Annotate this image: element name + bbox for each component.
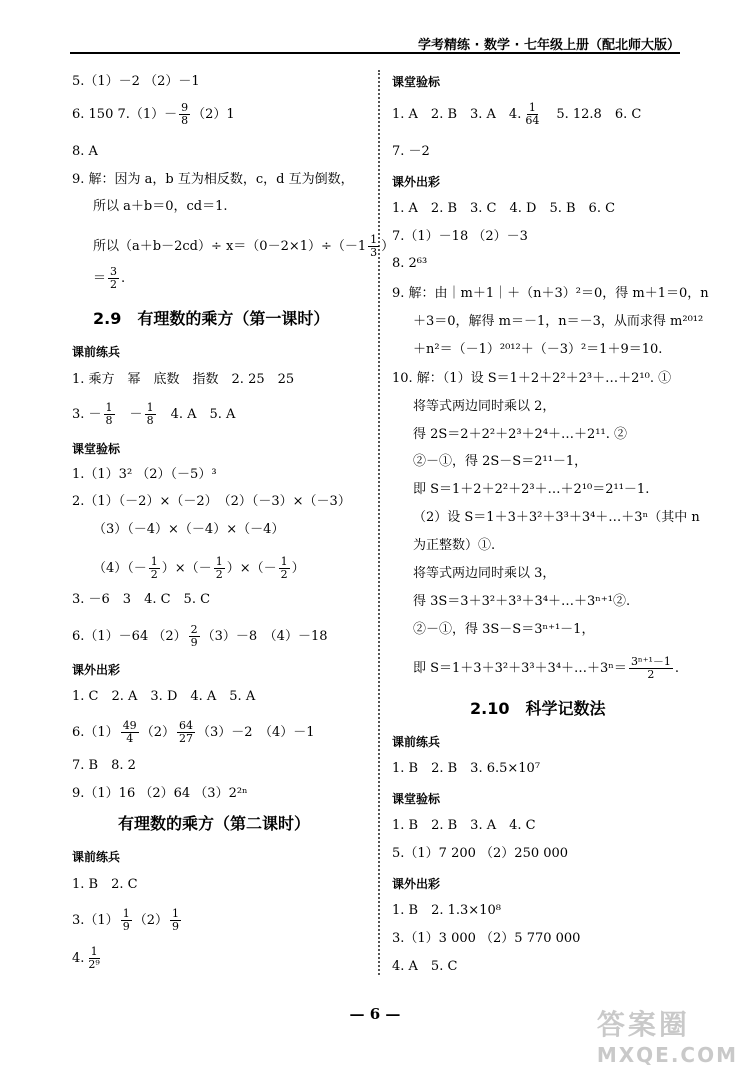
answer-line: ＋3＝0，解得 m＝－1，n＝－3，从而求得 m²⁰¹² — [413, 314, 704, 329]
answer-line: 6.（1）－64 （2） $\frac{2}{9}$ （3）－8 （4）－18 — [72, 623, 328, 649]
section-label: 课堂验标 — [72, 442, 121, 456]
answer-line: ②－①，得 3S－S＝3ⁿ⁺¹－1， — [413, 622, 595, 637]
answer-line: 4. A 5. C — [392, 959, 458, 974]
fraction: $\frac{1}{2}$ — [280, 555, 288, 581]
answer-line: 1. B 2. B 3. A 4. C — [392, 818, 536, 833]
answer-line: 10. 解：（1）设 S＝1＋2＋2²＋2³＋…＋2¹⁰. ① — [392, 371, 672, 386]
fraction: $\frac{3}{2}$ — [110, 265, 118, 291]
answer-line: 3.（1） $\frac{1}{9}$ （2） $\frac{1}{9}$ — [72, 907, 179, 933]
answer-line: 1. 乘方 幂 底数 指数 2. 25 25 — [72, 372, 295, 387]
answer-line: 9. 解：因为 a，b 互为相反数，c，d 互为倒数， — [72, 172, 354, 187]
answer-line: 得 2S＝2＋2²＋2³＋2⁴＋…＋2¹¹. ② — [413, 427, 627, 442]
fraction: $\frac{9}{8}$ — [181, 101, 189, 127]
fraction: $\frac{1}{64}$ — [525, 101, 540, 127]
fraction: $\frac{2}{9}$ — [190, 623, 198, 649]
fraction: $\frac{1}{8}$ — [146, 401, 154, 427]
section-title: 有理数的乘方（第二课时） — [118, 814, 311, 833]
section-label: 课前练兵 — [72, 345, 121, 359]
section-label: 课外出彩 — [72, 663, 121, 677]
answer-line: ②－①，得 2S－S＝2¹¹－1， — [413, 454, 588, 469]
answer-line: 所以（a＋b－2cd）÷ x＝（0－2×1）÷（－1 $\frac{1}{3}$ ） — [93, 233, 395, 259]
fraction: $\frac{\text{3ⁿ⁺¹－1}}{2}$ — [630, 655, 671, 681]
fraction: $\frac{1}{2}$ — [150, 555, 158, 581]
section-title: 2.10 科学记数法 — [470, 699, 606, 718]
section-label: 课堂验标 — [392, 792, 441, 806]
answer-line: 1. B 2. B 3. 6.5×10⁷ — [392, 761, 541, 776]
answer-line: 将等式两边同时乘以 3， — [413, 566, 556, 581]
answer-line: （3）（－4）×（－4）×（－4） — [93, 522, 285, 537]
answer-line: 3.（1）3 000 （2）5 770 000 — [392, 931, 581, 946]
fraction: $\frac{1}{2}$ — [215, 555, 223, 581]
answer-line: 2.（1）（－2）×（－2） （2）（－3）×（－3） — [72, 494, 351, 509]
answer-line: 9.（1）16 （2）64 （3）2²ⁿ — [72, 786, 248, 801]
answer-line: 1. B 2. C — [72, 877, 138, 892]
answer-line: （2）设 S＝1＋3＋3²＋3³＋3⁴＋…＋3ⁿ（其中 n — [413, 510, 700, 525]
fraction: $\frac{1}{9}$ — [122, 907, 130, 933]
page-number: — 6 — — [349, 1005, 401, 1023]
fraction: $\frac{1}{\text{2⁹}}$ — [88, 945, 100, 971]
answer-line: 1. C 2. A 3. D 4. A 5. A — [72, 689, 256, 704]
answer-line: 1. A 2. B 3. C 4. D 5. B 6. C — [392, 201, 616, 216]
answer-line: 得 3S＝3＋3²＋3³＋3⁴＋…＋3ⁿ⁺¹②. — [413, 594, 631, 609]
answer-line: 7. －2 — [392, 144, 430, 159]
answer-line: 6.（1） $\frac{49}{4}$ （2） $\frac{64}{27}$ （3）－2 （4）－1 — [72, 719, 315, 745]
answer-line: 为正整数）①. — [413, 538, 496, 553]
answer-line: 3. －6 3 4. C 5. C — [72, 592, 211, 607]
answer-line: 4. $\frac{1}{\text{2⁹}}$ — [72, 945, 100, 971]
answer-line: 5.（1）7 200 （2）250 000 — [392, 846, 569, 861]
answer-line: 7. B 8. 2 — [72, 758, 136, 773]
answer-line: 5.（1）－2 （2）－1 — [72, 74, 200, 89]
answer-line: 8. A — [72, 144, 98, 159]
fraction: $\frac{1}{8}$ — [105, 401, 113, 427]
column-divider — [378, 70, 380, 975]
header-title: 学考精练 · 数学 · 七年级上册（配北师大版） — [418, 38, 680, 53]
page-header — [70, 28, 680, 54]
answer-line: 即 S＝1＋3＋3²＋3³＋3⁴＋…＋3ⁿ＝ $\frac{\text{3ⁿ⁺¹－1}}{2}$ . — [413, 655, 680, 681]
section-title: 2.9 有理数的乘方（第一课时） — [93, 309, 330, 328]
answer-line: 6. 150 7.（1）－ $\frac{9}{8}$ （2）1 — [72, 101, 235, 127]
answer-line: 1. B 2. 1.3×10⁸ — [392, 903, 501, 918]
answer-line: 3. － $\frac{1}{8}$ － $\frac{1}{8}$ 4. A 5. A — [72, 401, 236, 427]
section-label: 课堂验标 — [392, 75, 441, 89]
fraction: $\frac{1}{3}$ — [370, 233, 378, 259]
answer-line: 将等式两边同时乘以 2， — [413, 399, 556, 414]
answer-line: 8. 2⁶³ — [392, 256, 428, 271]
answer-line: ＋n²＝（－1）²⁰¹²＋（－3）²＝1＋9＝10. — [413, 342, 663, 357]
answer-line: 所以 a＋b＝0，cd＝1. — [93, 199, 228, 214]
section-label: 课前练兵 — [392, 735, 441, 749]
watermark-logo: 答案圈 MXQE.COM — [596, 1008, 738, 1067]
answer-line: 即 S＝1＋2＋2²＋2³＋…＋2¹⁰＝2¹¹－1. — [413, 482, 650, 497]
answer-line: ＝ $\frac{3}{2}$ . — [93, 265, 126, 291]
fraction: $\frac{64}{27}$ — [178, 719, 193, 745]
fraction: $\frac{1}{9}$ — [171, 907, 179, 933]
fraction: $\frac{49}{4}$ — [122, 719, 137, 745]
answer-line: 9. 解：由｜m＋1｜＋（n＋3）²＝0，得 m＋1＝0，n — [392, 286, 709, 301]
section-label: 课外出彩 — [392, 877, 441, 891]
answer-line: （4）（－ $\frac{1}{2}$ ）×（－ $\frac{1}{2}$ ）×（－ $\frac{1}{2}$ ） — [93, 555, 305, 581]
section-label: 课前练兵 — [72, 850, 121, 864]
answer-line: 7.（1）－18 （2）－3 — [392, 229, 528, 244]
section-label: 课外出彩 — [392, 175, 441, 189]
answer-line: 1.（1）3² （2）（－5）³ — [72, 467, 217, 482]
answer-line: 1. A 2. B 3. A 4. $\frac{1}{64}$ 5. 12.8 6. C — [392, 101, 642, 127]
